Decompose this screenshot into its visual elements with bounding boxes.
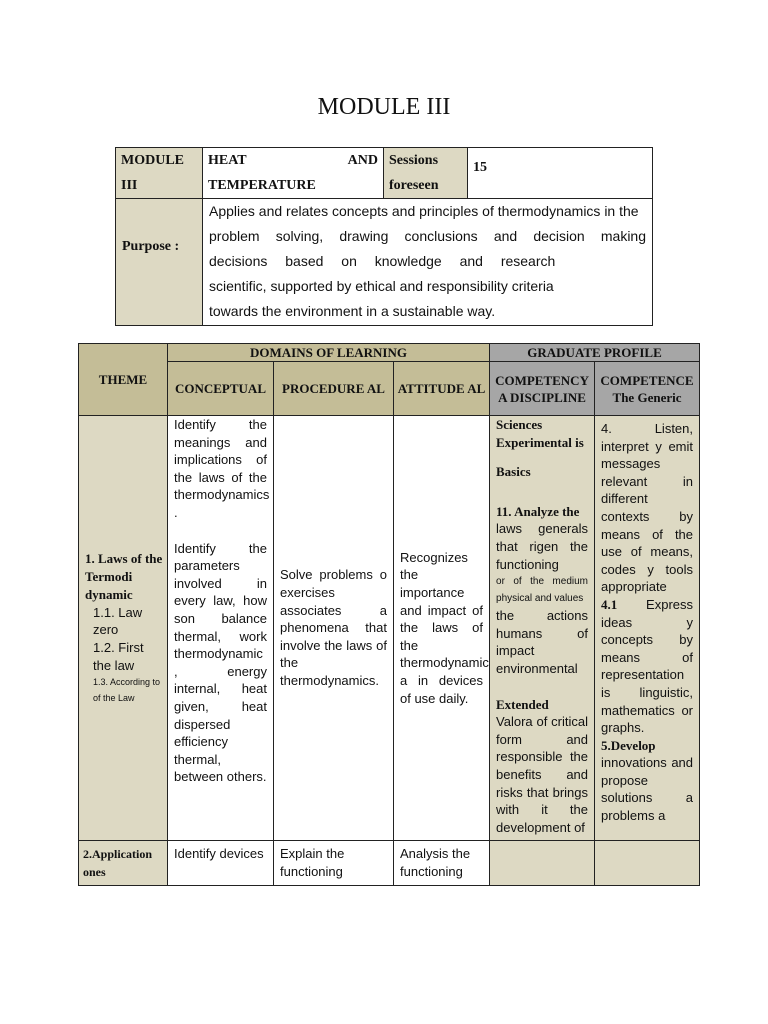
discipline-item-11-rest: the actions humans of impact environmental [496,608,589,676]
theme-sub-item: 1.3. According to of the Law [93,677,161,704]
theme-cell-row2 [79,841,168,886]
module-name: HEAT AND TEMPERATURE [208,153,378,193]
purpose-line: problem solving, drawing conclusions and decision making [209,228,646,244]
generic-item-41-num: 4.1 [601,596,618,612]
purpose-line: towards the environment in a sustainable way. [209,303,496,319]
competency-discipline-header: COMPETENCY A DISCIPLINE [490,362,595,416]
conceptual-cell [168,416,274,841]
generic-item-41-text: Express ideas y concepts by means of representation is linguistic, mathematics or graphs. [601,596,694,736]
discipline-small-text: or of the medium physical and values [496,576,589,605]
domains-header: DOMAINS OF LEARNING [168,344,490,362]
discipline-heading: Sciences Experimental is [496,417,584,450]
discipline-basics: Basics [496,464,531,480]
procedural-text: Solve problems o exercises associates a phenomena that involve the laws of the thermodynamics. [280,567,387,688]
attitudinal-cell-row2 [394,841,490,886]
attitudinal-cell [394,416,490,841]
generic-item-4: 4. Listen, interpret y emit messages relevant in different contexts by means of the use of means, codes y tools appropriate [601,421,694,595]
theme-cell [79,416,168,841]
purpose-label-cell [116,199,203,326]
conceptual-cell-row2 [168,841,274,886]
conceptual-text: Identify the meanings and implications of the laws of the thermodynamics . [174,417,270,520]
theme-sub-item: 1.1. Law zero [93,604,143,638]
attitudinal-row2: Analysis the functioning [400,846,471,879]
sessions-label-cell [384,148,468,199]
conceptual-row2: Identify devices [174,846,264,861]
procedural-cell [274,416,394,841]
purpose-label: Purpose : [122,239,180,254]
procedural-header: PROCEDURE AL [274,362,394,416]
purpose-text-cell [203,199,653,326]
competence-generic-header: COMPETENCE The Generic [595,362,700,416]
graduate-header: GRADUATE PROFILE [490,344,700,362]
module-label: MODULE III [121,153,184,193]
attitudinal-header: ATTITUDE AL [394,362,490,416]
discipline-item-11-text: laws generals that rigen the functioning [496,521,589,572]
conceptual-header: CONCEPTUAL [168,362,274,416]
procedural-row2: Explain the functioning [280,846,345,879]
purpose-line: Applies and relates concepts and principles of thermodynamics in the [209,203,639,219]
learning-domains-table [78,343,700,886]
competence-generic-cell-row2 [595,841,700,886]
purpose-line: scientific, supported by ethical and responsibility criteria [209,278,554,294]
theme-row2: 2.Application ones [83,847,153,879]
generic-item-5-num: 5.Develop [601,737,656,753]
theme-main: 1. Laws of the Termodi dynamic [85,550,163,602]
module-name-cell [203,148,384,199]
theme-sub-item: 1.2. First the law [93,640,144,673]
purpose-line: decisions based on knowledge and research [209,253,556,269]
competence-generic-cell [595,416,700,841]
module-label-cell [116,148,203,199]
theme-header: THEME [79,344,168,416]
discipline-item-11: 11. Analyze the [496,503,580,519]
competency-discipline-cell-row2 [490,841,595,886]
sessions-value: 15 [473,160,487,175]
discipline-extended: Extended [496,696,549,712]
generic-item-5-text: innovations and propose solutions a problems a [601,755,694,824]
sessions-label: Sessions foreseen [389,153,439,193]
page-title: MODULE III [317,94,451,120]
competency-discipline-cell [490,416,595,841]
attitudinal-text: Recognizes the importance and impact of the laws of the thermodynamic a in devices of use daily. [400,549,489,706]
discipline-extended-text: Valora of critical form and responsible the benefits and risks that brings with it the development of [496,714,589,835]
module-header-table [115,147,653,326]
procedural-cell-row2 [274,841,394,886]
conceptual-text: Identify the parameters involved in every law, how son balance thermal, work thermodynamic , energy internal, heat given, heat dispersed efficiency thermal, between others. [174,540,267,785]
sessions-value-cell [468,148,653,199]
